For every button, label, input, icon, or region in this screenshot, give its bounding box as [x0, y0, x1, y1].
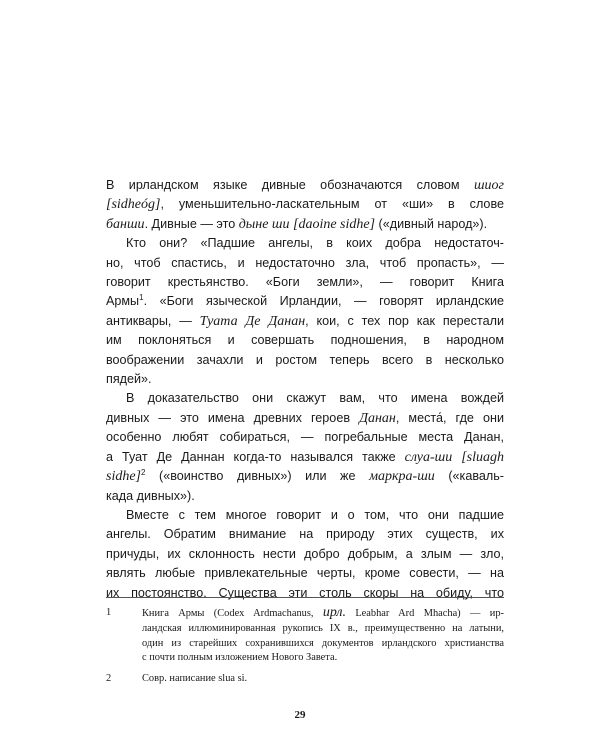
text-line [106, 428, 504, 447]
text-run: ангелы. Обратим внимание на природу этих существ, их [106, 527, 504, 542]
text-line [106, 545, 504, 564]
paragraph [106, 176, 504, 234]
footnote-ref: 1 [139, 293, 144, 303]
text-run: , кои, с тех пор как перестали [305, 313, 504, 328]
footnote [106, 606, 504, 666]
text-run: воображении зачахли и ростом теперь всего в несколько [106, 352, 504, 367]
page-number: 29 [294, 709, 306, 721]
text-line [106, 312, 504, 331]
text-line [106, 409, 504, 428]
text-run: но, чтоб спастись, и недостаточно зла, чтоб пропасть», — [106, 255, 504, 270]
text-run: Вместе с тем многое говорит и о том, что они падшие [126, 507, 504, 522]
paragraph [106, 234, 504, 389]
text-run: . Дивные — это [144, 216, 239, 231]
text-run: особенно любят собираться, — погребальные места Данан, [106, 430, 504, 445]
italic-term: шиог [473, 178, 504, 193]
text-run: говорит крестьянство. «Боги земли», — говорит Книга [106, 275, 504, 290]
footnotes [106, 606, 504, 693]
text-run: с почти полным изложением Нового Завета. [142, 652, 338, 664]
italic-term: Данан [359, 410, 396, 426]
italic-term: маркра-ши [369, 469, 435, 485]
footnote-separator [106, 597, 504, 598]
text-line [106, 273, 504, 292]
footnote-line [142, 672, 504, 687]
text-run: их постоянство. Существа эти столь скоры на обиду, что [106, 585, 504, 600]
text-line [106, 195, 504, 214]
paragraph [106, 506, 504, 603]
text-run: Leabhar Ard Mhacha) — ир- [345, 608, 505, 619]
footnote-number: 1 [106, 607, 112, 618]
text-run: являть любые привлекательные черты, кроме совести, — на [106, 566, 504, 581]
text-line [106, 370, 504, 389]
text-line [106, 254, 504, 273]
italic-term: дыне ши [238, 216, 290, 232]
italic-term: [daoine sidhe] [293, 216, 376, 232]
footnote-line [142, 622, 504, 637]
text-line [106, 389, 504, 408]
text-line [106, 487, 504, 506]
text-line [106, 176, 504, 195]
italic-term: слуа-ши [404, 449, 453, 465]
italic-term: [sluagh [461, 449, 504, 465]
text-line [106, 351, 504, 370]
italic-term: [sidheóg] [106, 197, 161, 213]
text-run: Книга Армы (Codex Ardmachanus, [142, 608, 323, 619]
text-line [106, 584, 504, 603]
text-run: («воинство дивных») или же [145, 469, 370, 484]
text-run: Кто они? «Падшие ангелы, в коих добра недостаточ- [126, 236, 504, 251]
footnote-line [142, 606, 504, 622]
italic-term: ирл. [322, 605, 346, 620]
text-line [106, 448, 504, 467]
text-run: один из старейших сохранившихся документов ирландского христианства [142, 637, 504, 649]
text-run: Армы [106, 294, 140, 309]
italic-term: sidhe] [106, 469, 141, 485]
text-run: Совр. написание slua si. [142, 673, 248, 685]
text-line [106, 506, 504, 525]
text-run: причуды, их склонность нести добро добрым, а злым — зло, [106, 546, 504, 561]
text-run: а Туат Де Даннан когда-то назывался также [106, 449, 405, 464]
italic-term: Туата Де Данан [199, 313, 306, 329]
italic-term: банши [106, 216, 145, 232]
paragraph [106, 389, 504, 505]
footnote-number: 2 [106, 673, 112, 685]
text-run [452, 450, 461, 464]
text-run: им поклоняться и совершать подношения, в народном [106, 333, 504, 348]
text-run: ландская иллюминированная рукопись IX в., преимущественно на латыни, [142, 622, 504, 634]
main-text [106, 176, 504, 603]
text-run: антиквары, — [106, 313, 200, 328]
text-run: када дивных»). [106, 488, 195, 503]
footnote-ref: 2 [141, 467, 146, 477]
text-line [106, 292, 504, 311]
text-run: пядей». [106, 372, 152, 387]
text-line [106, 331, 504, 350]
text-line [106, 234, 504, 253]
footnote [106, 672, 504, 687]
text-line [106, 564, 504, 583]
footnote-line [142, 651, 504, 666]
text-run: . «Боги языческой Ирландии, — говорят ирландские [143, 294, 504, 309]
text-line [106, 525, 504, 544]
text-run: В доказательство они скажут вам, что имена вождей [126, 391, 504, 406]
text-run: В ирландском языке дивные обозначаются словом [106, 178, 474, 192]
text-line [106, 467, 504, 486]
text-line [106, 215, 504, 234]
text-run: дивных — это имена древних героев [106, 410, 360, 425]
text-run: , места́, где они [395, 410, 504, 425]
text-run: («дивный народ»). [375, 216, 488, 231]
text-run: («каваль- [434, 469, 504, 484]
footnote-line [142, 637, 504, 652]
text-run: , уменьшительно-ласкательным от «ши» в слове [160, 197, 504, 212]
